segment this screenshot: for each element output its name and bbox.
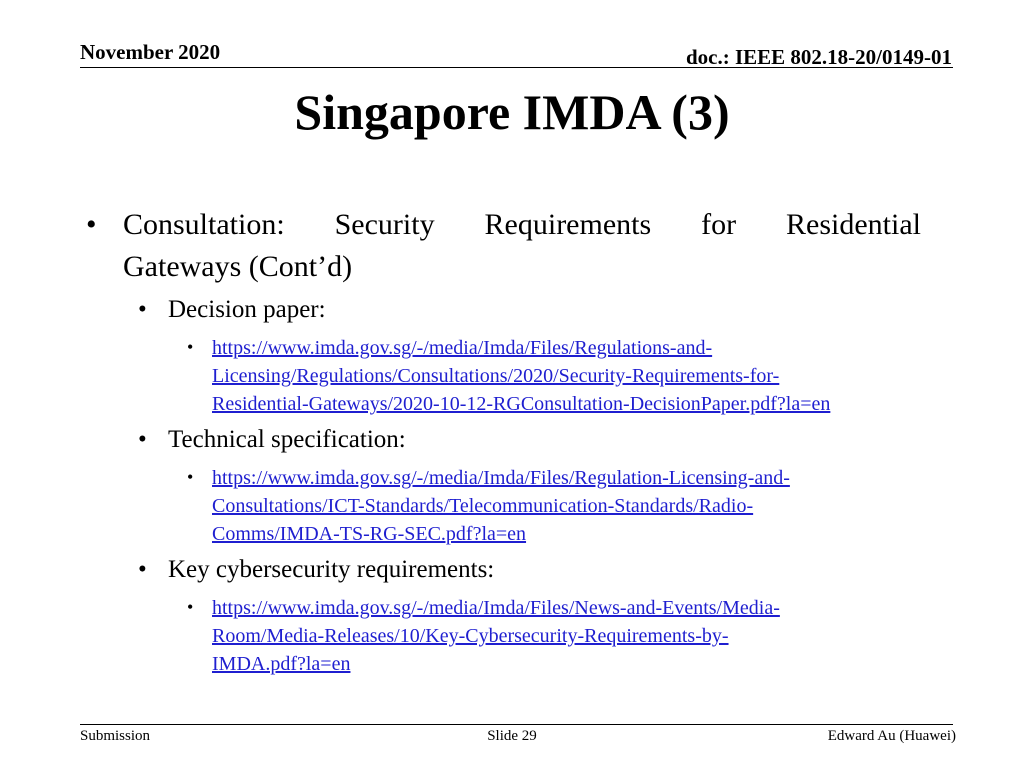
footer-submission: Submission [80,728,151,744]
link-item-decision-paper [187,334,927,418]
footer-author: Edward Au (Huawei) [827,728,956,744]
sub-bullet-key-cybersecurity [138,555,494,585]
decision-paper-link-line1[interactable]: https://www.imda.gov.sg/-/media/Imda/Files/Regulations-and- [212,337,713,359]
sub-bullet-label: Key cybersecurity requirements: [168,556,495,583]
key-cybersecurity-link-line3[interactable]: IMDA.pdf?la=en [212,653,351,675]
bullet-glyph: • [187,597,194,617]
footer-divider [80,724,953,725]
link-item-technical-specification [187,464,927,548]
main-bullet [86,204,921,288]
bullet-glyph: • [138,296,147,323]
slide-title: Singapore IMDA (3) [294,84,730,140]
footer-slide-number: Slide 29 [487,728,537,744]
technical-spec-link-line3[interactable]: Comms/IMDA-TS-RG-SEC.pdf?la=en [212,523,527,545]
decision-paper-link-line3[interactable]: Residential-Gateways/2020-10-12-RGConsultation-DecisionPaper.pdf?la=en [212,393,831,415]
sub-bullet-technical-specification [138,425,406,455]
sub-bullet-label: Technical specification: [168,426,406,453]
technical-spec-link-line2[interactable]: Consultations/ICT-Standards/Telecommunication-Standards/Radio- [212,495,754,517]
header-divider [80,67,953,68]
key-cybersecurity-link-line2[interactable]: Room/Media-Releases/10/Key-Cybersecurity-Requirements-by- [212,625,729,647]
bullet-glyph: • [86,208,97,241]
header-date: November 2020 [80,40,221,64]
bullet-glyph: • [138,556,147,583]
main-bullet-text-line2: Gateways (Cont’d) [123,250,353,283]
key-cybersecurity-link-line1[interactable]: https://www.imda.gov.sg/-/media/Imda/Files/News-and-Events/Media- [212,597,780,619]
link-item-key-cybersecurity [187,594,927,678]
bullet-glyph: • [187,467,194,487]
sub-bullet-decision-paper [138,295,326,325]
decision-paper-link-line2[interactable]: Licensing/Regulations/Consultations/2020/Security-Requirements-for- [212,365,780,387]
bullet-glyph: • [187,337,194,357]
header-doc-id: doc.: IEEE 802.18-20/0149-01 [685,45,952,69]
bullet-glyph: • [138,426,147,453]
main-bullet-text-line1: Consultation: Security Requirements for Residential [123,208,921,241]
sub-bullet-label: Decision paper: [168,296,326,323]
technical-spec-link-line1[interactable]: https://www.imda.gov.sg/-/media/Imda/Files/Regulation-Licensing-and- [212,467,790,489]
